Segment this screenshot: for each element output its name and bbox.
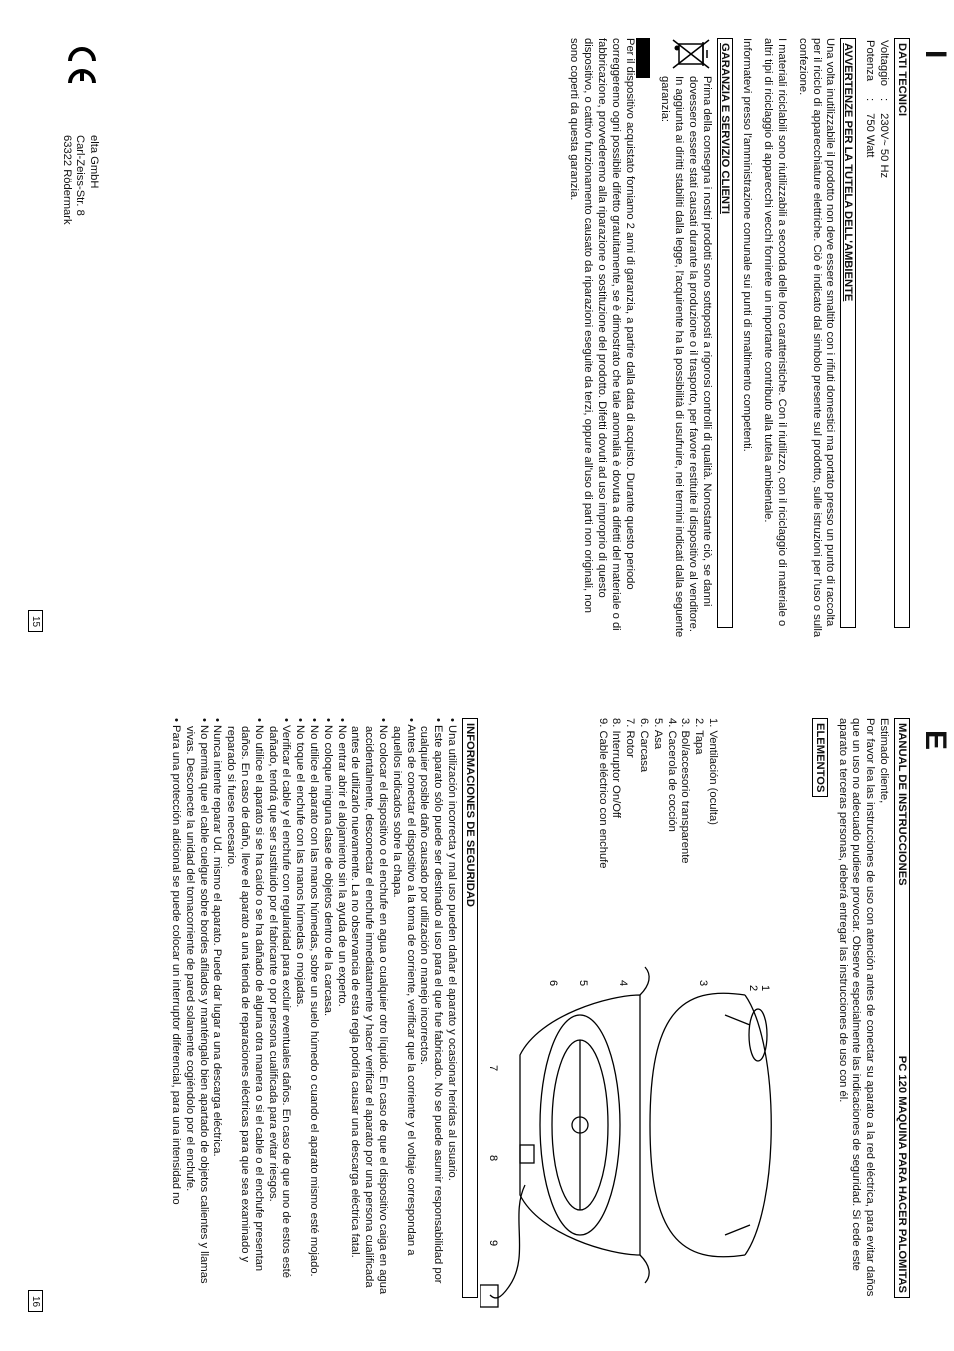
tech-row: Potenza : 750 Watt — [864, 40, 877, 158]
tech-data-title: DATI TECNICI — [894, 38, 910, 628]
environment-paragraph-2: I materiali riciclabili sono riutilizzabili a seconda delle loro caratteristiche. Con il riutilizzo, con il riciclaggio di materiale o altri tipi di riciclaggio di apparecchi vecchi fornirete un importante contributo alla tutela ambientale. — [762, 38, 789, 627]
element-item: 7. Rotor — [624, 718, 637, 758]
element-item: 8. Interruptor On/Off — [610, 718, 623, 818]
popcorn-machine-diagram — [480, 955, 780, 1315]
safety-item: • Antes de conectar el dispositivo a la toma de corriente, verificar que la corriente y el voltaje correspondan a aquellos indicados sobre la chapa. — [390, 718, 417, 1256]
element-item: 1. Ventilación (oculta) — [707, 718, 719, 825]
diagram-label-3: 3 — [697, 980, 709, 987]
section-letter-spanish: E — [919, 730, 952, 751]
diagram-label-9: 9 — [487, 1240, 499, 1247]
safety-item: • Una utilización incorrecta y mal uso pueden dañar el aparato y ocasionar heridas al usuario. — [446, 718, 458, 1181]
page-number-15: 15 — [28, 610, 43, 632]
safety-item: • No utilice el aparato si se ha caído o se ha dañado de alguna otra manera o si el cable o el enchufe presentan daños. En caso de daño, lleve el aparato a una tienda de reparaciones eléctricas para que sea examinado y reparado si fuese necesario. — [225, 718, 265, 1272]
safety-list — [168, 718, 458, 1300]
element-item: 2. Tapa — [693, 718, 706, 755]
intro-paragraph: Por favor lea las instrucciones de uso con atención antes de conectar su aparato a la red eléctrica, para evitar daños que un uso no adecuado pudiese provocar. Observe especialmente las indicaciones de seguridad. Si cede este aparato a terceras personas, deberá entregar las instrucciones de uso con él. — [836, 718, 877, 1297]
spanish-header-column — [808, 718, 910, 1300]
safety-item: • No permita que el cable cuelgue sobre bordes afilados y manténgalo bien apartado de objetos calientes y llamas vivas. Desconecte la unidad del tomacorriente de pared solamente cogiéndolo por el enchufe. — [183, 718, 210, 1284]
safety-column — [168, 718, 478, 1300]
safety-item: • No utilice el aparato con las manos húmedas, sobre un suelo húmedo o cuando el aparato mismo esté mojado. — [308, 718, 321, 1277]
element-item: 5. Asa — [651, 718, 664, 750]
greeting: Estimado cliente, — [878, 718, 890, 804]
diagram-label-4: 4 — [617, 980, 629, 987]
safety-item: • Verificar el cable y el enchufe con regularidad para excluir eventuales daños. En caso de que uno de estos esté dañado, tendrá que ser sustituido por el fabricante o por persona cualificada para evitar riesgos. — [266, 718, 293, 1278]
elements-list-column — [595, 718, 725, 918]
safety-item: • No coloque ninguna clase de objetos dentro de la carcasa. — [321, 718, 334, 1017]
section-letter-italian: I — [919, 50, 952, 59]
ce-mark-icon — [55, 42, 97, 94]
element-item: 4. Cacerola de cocción — [665, 718, 678, 832]
element-item: 3. Bol/accesorio transparente — [679, 718, 692, 864]
weee-bin-icon — [671, 38, 711, 70]
environment-paragraph-1: Una volta inutilizzabile il prodotto non deve essere smaltito con i rifiuti domestici ma portato presso un punto di raccolta per il ricicIo di apparecchiature elettriche. Ciò è indicato dal simbolo presente sul prodotto, sulle istruzioni per l'uso o sulla confezione. — [796, 38, 837, 638]
environment-title: AVVERTENZE PER LA TUTELA DELL'AMBIENTE — [840, 38, 856, 628]
safety-item: • Nunca intente reparar Ud. mismo el aparato. Puede dar lugar a una descarga eléctrica. — [211, 718, 224, 1157]
diagram-label-6: 6 — [547, 980, 559, 987]
warranty-paragraph-2: Per il dispositivo acquistato forniamo 2 anni di garanzia, a partire dalla data di acquisto. Durante questo periodo correggeremo ogni possibile difetto gratuitamente, se è dimostrato che tale anomalia è dovuta a difetti del materiale o di fabbricazione, provvederemo alla riparazione o sostituzione del prodotto. Difetti dovuti ad uso improprio di questo dispositivo, o cattivo funzionamento causato da riparazioni eseguite da terzi, oppure all'uso di parti non originali, non sono coperti da questa garanzia. — [568, 38, 636, 631]
safety-item: • No toque el enchufe con las manos húmedas o mojadas. — [294, 718, 307, 1008]
elements-list — [595, 718, 719, 918]
diagram-label-1: 1 — [759, 985, 771, 992]
company-address: elta GmbH Carl-Zeiss-Str. 8 63322 Rödermark — [61, 135, 100, 225]
italian-column — [560, 38, 910, 638]
safety-title: INFORMACIONES DE SEGURIDAD — [462, 718, 478, 1298]
diagram-label-8: 8 — [487, 1155, 499, 1162]
page-number-16: 16 — [28, 1290, 43, 1312]
element-item: 9. Cable eléctrico con enchufe — [596, 718, 609, 869]
warranty-block — [650, 38, 712, 638]
warranty-bar — [636, 38, 651, 638]
diagram-label-5: 5 — [577, 980, 589, 987]
warranty-title: GARANZIA E SERVIZIO CLIENTI — [717, 38, 733, 628]
safety-item: • Este aparato sólo puede ser destinado al uso para el que fue fabricado. No se puede asumir responsabilidad por cualquier posible daño causado por utilización o manejo incorrectos. — [418, 718, 445, 1284]
elements-title: ELEMENTOS — [812, 718, 828, 797]
safety-item: • No colocar el dispositivo o el enchufe en agua o cualquier otro líquido. En caso de que el dispositivo caiga en agua accidentalmente, desconectar el enchufe inmediatamente y hacer verificar el aparato por una persona cualificada antes de utilizarlo nuevamente. La no observancia de esta regla podría causar una descarga eléctrica fatal. — [349, 718, 390, 1295]
warranty-paragraph-1: Prima della consegna i nostri prodotti sono sottoposti a rigorosi controlli di qualità. Nonostante ciò, se danni dovessero essere stati causati durante la produzione o il trasporto, per favore restituite il dispositivo al venditore. In aggiunta ai diritti stabiliti dalla legge, l'acquirente ha la possibilità di usufruire, nei termini indicati dalla seguente garanzia: — [659, 76, 713, 638]
environment-paragraph-3: Informatevi presso l'amministrazione comunale sui punti di smaltimento competenti. — [741, 38, 754, 452]
element-item: 6. Carcasa — [638, 718, 651, 773]
safety-item: • No entrar abrir el alojamiento sin la ayuda de un experto. — [335, 718, 348, 1007]
tech-row: Voltaggio : 230V~ 50 Hz — [878, 40, 890, 179]
diagram-label-7: 7 — [487, 1065, 499, 1072]
manual-title-bar: MANUAL DE INSTRUCCIONES PC 120 MAQUINA PARA HACER PALOMITAS — [894, 718, 910, 1298]
black-bar-mark — [636, 38, 650, 78]
safety-item: • Para una protección adicional se puede colocar un interruptor diferencial, para una intensidad no — [170, 718, 183, 1205]
diagram-label-2: 2 — [747, 985, 759, 992]
tech-data-table — [862, 40, 890, 190]
